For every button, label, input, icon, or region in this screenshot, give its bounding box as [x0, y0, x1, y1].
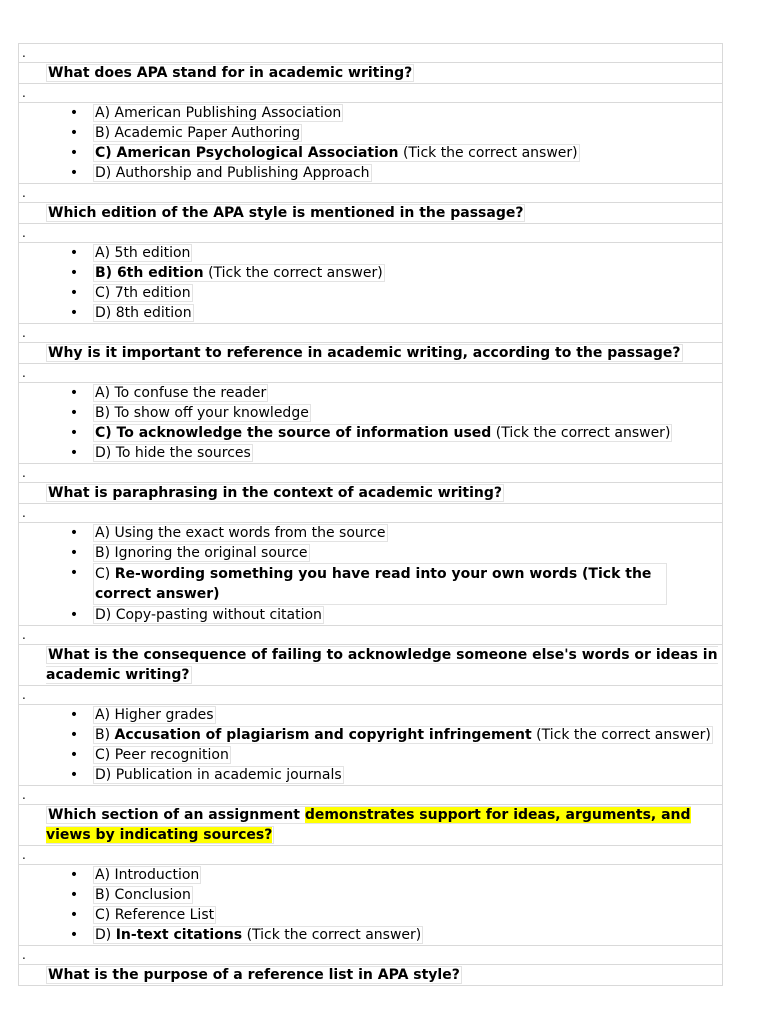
document-body	[18, 43, 723, 986]
option-text: A) Introduction	[95, 867, 200, 883]
bullet-icon: •	[69, 887, 79, 903]
bullet-icon: •	[69, 525, 79, 541]
options-list-3	[18, 382, 723, 463]
question-5	[18, 644, 723, 685]
option-item	[19, 865, 722, 885]
option-text: B) Academic Paper Authoring	[95, 125, 301, 141]
question-text: Why is it important to reference in academic writing, according to the passage?	[48, 345, 681, 361]
question-6	[18, 804, 723, 845]
option-item	[19, 765, 722, 785]
question-text	[46, 806, 691, 844]
bullet-icon: •	[69, 767, 79, 783]
option-item	[19, 705, 722, 725]
paragraph-marker: .	[18, 83, 723, 102]
option-text: D) Authorship and Publishing Approach	[95, 165, 370, 181]
option-text: A) 5th edition	[95, 245, 191, 261]
correct-answer: Re-wording something you have read into your own words (Tick the correct answer)	[95, 566, 652, 602]
option-prefix: C)	[95, 566, 111, 582]
question-3	[18, 342, 723, 363]
option-text	[93, 726, 713, 744]
bullet-icon: •	[69, 867, 79, 883]
paragraph-marker: .	[18, 363, 723, 382]
option-item	[19, 543, 722, 563]
divider	[18, 985, 723, 986]
paragraph-marker: .	[18, 183, 723, 202]
bullet-icon: •	[69, 145, 79, 161]
options-list-5	[18, 704, 723, 785]
paragraph-marker: .	[18, 945, 723, 964]
option-item	[19, 443, 722, 463]
paragraph-marker: .	[18, 463, 723, 482]
option-text: C) 7th edition	[95, 285, 191, 301]
bullet-icon: •	[69, 125, 79, 141]
bullet-icon: •	[69, 747, 79, 763]
option-text: D) To hide the sources	[95, 445, 251, 461]
options-list-4	[18, 522, 723, 625]
bullet-icon: •	[69, 405, 79, 421]
bullet-icon: •	[69, 607, 79, 623]
option-text: B) Ignoring the original source	[95, 545, 308, 561]
answer-note: (Tick the correct answer)	[246, 927, 422, 943]
option-text	[93, 264, 385, 282]
correct-answer: C) American Psychological Association	[95, 145, 399, 161]
correct-answer: In-text citations	[115, 927, 243, 943]
option-text: D) 8th edition	[95, 305, 192, 321]
option-item	[19, 745, 722, 765]
answer-note: (Tick the correct answer)	[495, 425, 671, 441]
option-item	[19, 163, 722, 183]
option-text: A) To confuse the reader	[95, 385, 267, 401]
option-text	[93, 926, 423, 944]
bullet-icon: •	[69, 927, 79, 943]
bullet-icon: •	[69, 727, 79, 743]
option-prefix: B)	[95, 727, 111, 743]
question-1	[18, 62, 723, 83]
bullet-icon: •	[69, 907, 79, 923]
bullet-icon: •	[69, 385, 79, 401]
option-text	[93, 144, 580, 162]
option-text: D) Publication in academic journals	[95, 767, 342, 783]
option-item	[19, 303, 722, 323]
bullet-icon: •	[69, 425, 79, 441]
question-7	[18, 964, 723, 985]
option-item	[19, 103, 722, 123]
option-text: A) Using the exact words from the source	[95, 525, 386, 541]
options-list-1	[18, 102, 723, 183]
question-text: What is the purpose of a reference list in APA style?	[48, 967, 460, 983]
option-item	[19, 523, 722, 543]
option-item	[19, 283, 722, 303]
question-text: What is paraphrasing in the context of academic writing?	[48, 485, 503, 501]
correct-answer: Accusation of plagiarism and copyright infringement	[114, 727, 532, 743]
options-list-2	[18, 242, 723, 323]
paragraph-marker: .	[18, 685, 723, 704]
answer-note: (Tick the correct answer)	[402, 145, 578, 161]
option-item	[19, 243, 722, 263]
bullet-icon: •	[69, 105, 79, 121]
option-item	[19, 605, 722, 625]
bullet-icon: •	[69, 265, 79, 281]
bullet-icon: •	[69, 565, 79, 581]
option-text: A) American Publishing Association	[95, 105, 342, 121]
paragraph-marker: .	[18, 845, 723, 864]
option-item	[19, 563, 722, 605]
option-item	[19, 123, 722, 143]
bullet-icon: •	[69, 305, 79, 321]
bullet-icon: •	[69, 545, 79, 561]
option-text	[93, 424, 672, 442]
paragraph-marker: .	[18, 43, 723, 62]
paragraph-marker: .	[18, 625, 723, 644]
bullet-icon: •	[69, 165, 79, 181]
bullet-icon: •	[69, 445, 79, 461]
option-text: B) To show off your knowledge	[95, 405, 309, 421]
question-text: What is the consequence of failing to acknowledge someone else's words or ideas in academic writing?	[46, 647, 718, 683]
answer-note: (Tick the correct answer)	[536, 727, 711, 743]
paragraph-marker: .	[18, 323, 723, 342]
option-item	[19, 263, 722, 283]
option-item	[19, 725, 722, 745]
option-text	[93, 563, 667, 605]
bullet-icon: •	[69, 285, 79, 301]
paragraph-marker: .	[18, 785, 723, 804]
option-item	[19, 925, 722, 945]
option-item	[19, 885, 722, 905]
bullet-icon: •	[69, 707, 79, 723]
question-text: Which edition of the APA style is mentioned in the passage?	[48, 205, 524, 221]
option-text: A) Higher grades	[95, 707, 214, 723]
option-text: B) Conclusion	[95, 887, 191, 903]
option-item	[19, 403, 722, 423]
option-text: C) Peer recognition	[95, 747, 229, 763]
correct-answer: B) 6th edition	[95, 265, 204, 281]
question-plain: Which section of an assignment	[48, 807, 300, 823]
correct-answer: C) To acknowledge the source of information used	[95, 425, 492, 441]
highlighted-text: demonstrates support for ideas, arguments, and views by indicating sources?	[46, 807, 691, 843]
option-text: C) Reference List	[95, 907, 215, 923]
question-text: What does APA stand for in academic writing?	[48, 65, 413, 81]
paragraph-marker: .	[18, 503, 723, 522]
question-2	[18, 202, 723, 223]
bullet-icon: •	[69, 245, 79, 261]
option-item	[19, 423, 722, 443]
option-item	[19, 143, 722, 163]
options-list-6	[18, 864, 723, 945]
paragraph-marker: .	[18, 223, 723, 242]
question-4	[18, 482, 723, 503]
option-item	[19, 383, 722, 403]
option-prefix: D)	[95, 927, 112, 943]
option-item	[19, 905, 722, 925]
answer-note: (Tick the correct answer)	[208, 265, 383, 281]
option-text: D) Copy-pasting without citation	[95, 607, 322, 623]
